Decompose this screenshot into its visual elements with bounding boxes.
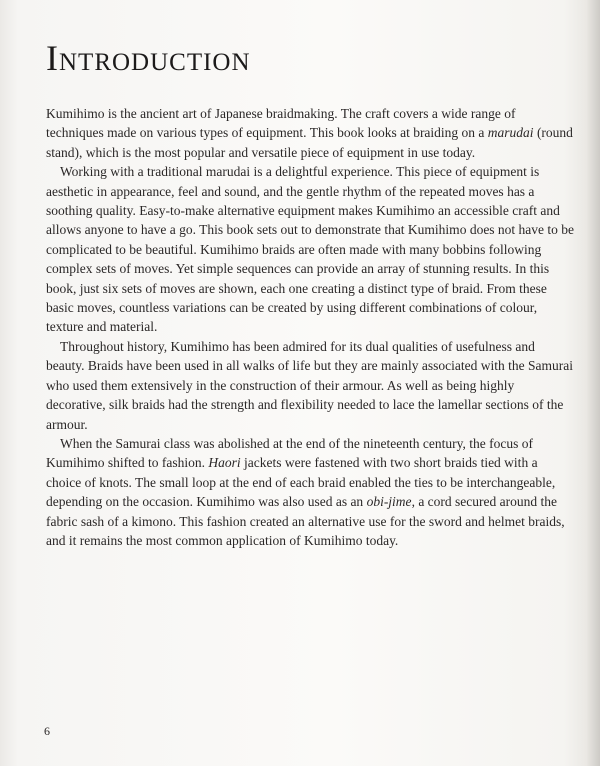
- paragraph-4-text-b: jackets were fastened with two short braids tied with a choice of knots. The small loop at the end of each braid enabled the ties to be interchangeable, depending on the occasion. Kumihimo was also used as an: [46, 455, 556, 510]
- paragraph-4-italic-term-1: Haori: [208, 455, 241, 471]
- paragraph-1-text-b: (round stand), which is the most popular and versatile piece of equipment in use today.: [46, 125, 573, 160]
- paragraph-4: [46, 434, 576, 550]
- paragraph-3: [46, 337, 576, 434]
- page-number: 6: [44, 724, 50, 738]
- paragraph-2-text: Working with a traditional marudai is a delightful experience. This piece of equipment is aesthetic in appearance, feel and sound, and the gentle rhythm of the repeated moves has a soothing quality. Easy-to-make alternative equipment makes Kumihimo an accessible craft and allows anyone to have a go. This book sets out to demonstrate that Kumihimo does not have to be complicated to be beautiful. Kumihimo braids are often made with many bobbins following complex sets of moves. Yet simple sequences can provide an array of stunning results. In this book, just six sets of moves are shown, each one creating a distinct type of braid. From these basic moves, countless variations can be created by using different combinations of colour, texture and material.: [46, 164, 575, 335]
- paragraph-4-text-c: , a cord secured around the fabric sash of a kimono. This fashion created an alternative use for the sword and helmet braids, and it remains the most common application of Kumihimo today.: [46, 494, 565, 548]
- paragraph-2: [46, 162, 576, 337]
- paragraph-1-italic-term: marudai: [487, 125, 534, 141]
- paragraph-1-text-a: Kumihimo is the ancient art of Japanese braidmaking. The craft covers a wide range of techniques made on various types of equipment. This book looks at braiding on a: [46, 106, 516, 141]
- paragraph-4-italic-term-2: obi-jime: [366, 494, 412, 510]
- body-text: [46, 104, 576, 550]
- page-title: Introduction: [46, 38, 251, 78]
- spine-shadow: [586, 0, 600, 766]
- paragraph-4-text-a: When the Samurai class was abolished at the end of the nineteenth century, the focus of Kumihimo shifted to fashion.: [46, 435, 533, 471]
- paragraph-1: [46, 104, 576, 162]
- paragraph-3-text: Throughout history, Kumihimo has been admired for its dual qualities of usefulness and beauty. Braids have been used in all walks of life but they are mainly associated with the Samurai who used them extensively in the construction of their armour. As well as being highly decorative, silk braids had the strength and flexibility needed to lace the lamellar sections of the armour.: [46, 338, 573, 432]
